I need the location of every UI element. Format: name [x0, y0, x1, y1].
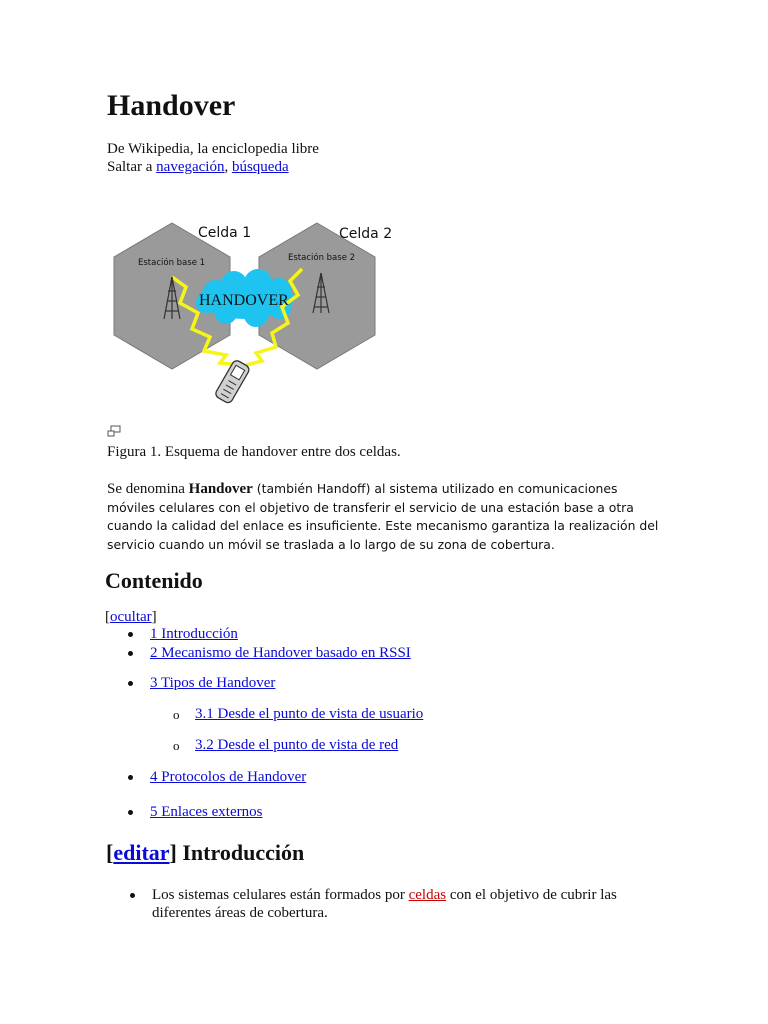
toc-toggle-close: ]: [151, 609, 157, 625]
toc-item-introduccion[interactable]: 1 Introducción: [150, 626, 238, 642]
edit-link[interactable]: editar: [113, 840, 170, 865]
jump-links: [107, 158, 289, 176]
toc-item-protocolos[interactable]: 4 Protocolos de Handover: [150, 769, 307, 785]
toc-bullet: [128, 651, 133, 656]
celdas-link[interactable]: celdas: [408, 887, 447, 903]
cell-2-label: Celda 2: [339, 226, 393, 242]
section-heading-introduccion: [106, 840, 304, 866]
list-item: [152, 886, 652, 922]
page-title: Handover: [107, 89, 236, 122]
jump-prefix: Saltar a: [107, 159, 157, 175]
intro-paragraph: [107, 480, 667, 554]
jump-separator: ,: [224, 159, 232, 175]
toc-item-mecanismo[interactable]: 2 Mecanismo de Handover basado en RSSI: [150, 645, 411, 661]
toc-item-vista-usuario[interactable]: 3.1 Desde el punto de vista de usuario: [195, 706, 424, 722]
navigation-link[interactable]: navegación: [156, 159, 225, 175]
toc-item-tipos[interactable]: 3 Tipos de Handover: [150, 675, 276, 691]
item-prefix: Los sistemas celulares están formados por: [152, 887, 409, 903]
toc-bullet: [128, 775, 133, 780]
toc-item-enlaces[interactable]: 5 Enlaces externos: [150, 804, 263, 820]
toc-hide-link[interactable]: ocultar: [110, 609, 152, 625]
enlarge-icon[interactable]: [107, 424, 121, 436]
edit-bracket-close: ]: [169, 840, 183, 865]
toc-item-vista-red[interactable]: 3.2 Desde el punto de vista de red: [195, 737, 399, 753]
handover-label: HANDOVER: [199, 292, 289, 309]
toc-title: Contenido: [105, 568, 203, 593]
intro-term: Handover: [188, 481, 253, 497]
cell-1-label: Celda 1: [198, 225, 252, 241]
base-1-label: Estación base 1: [138, 258, 206, 268]
handover-diagram[interactable]: [106, 213, 396, 418]
toc-toggle: [105, 608, 157, 626]
intro-definition: (también Handoff) al sistema utilizado en comunicaciones móviles celulares con el objetivo de transferir el servicio de una estación base a otra cuando la calidad del enlace es insuficiente. Este mecanismo garantiza la realización del servicio cuando un móvil se traslada a lo largo de su zona de cobertura.: [107, 481, 659, 552]
toc-sub-bullet: o: [173, 707, 180, 722]
item-suffix: con el objetivo de cubrir las diferentes áreas de cobertura.: [152, 887, 617, 921]
base-2-label: Estación base 2: [288, 253, 356, 263]
figure-caption: Figura 1. Esquema de handover entre dos celdas.: [107, 444, 401, 460]
site-subtitle: De Wikipedia, la enciclopedia libre: [107, 141, 319, 157]
search-link[interactable]: búsqueda: [231, 159, 289, 175]
toc-bullet: [128, 681, 133, 686]
section-title: Introducción: [182, 840, 305, 865]
mobile-phone-icon: [214, 359, 251, 404]
list-bullet: [130, 893, 135, 898]
toc-bullet: [128, 632, 133, 637]
toc-sub-bullet: o: [173, 738, 180, 753]
edit-bracket-open: [: [106, 840, 114, 865]
intro-prefix: Se denomina: [107, 481, 189, 497]
toc-bullet: [128, 810, 133, 815]
toc-toggle-open: [: [105, 609, 110, 625]
